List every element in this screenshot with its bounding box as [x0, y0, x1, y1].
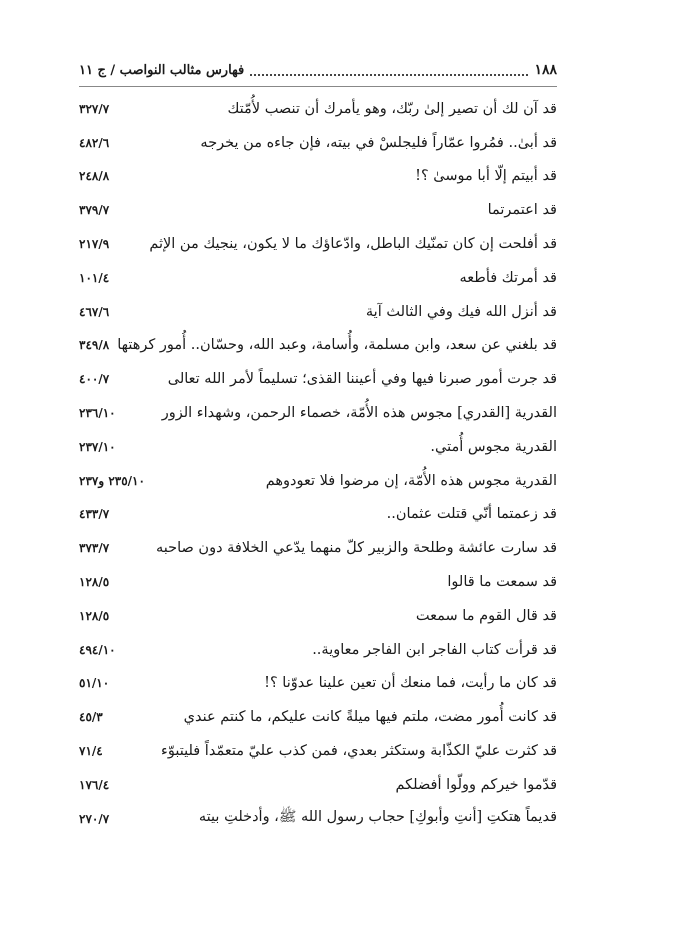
entry-text: قد بلغني عن سعد، وابن مسلمة، وأُسامة، وعبد الله، وحسّان.. أُمور كرهتها	[117, 337, 557, 354]
entry-text: قد زعمتما أنّي قتلت عثمان..	[386, 506, 557, 523]
entry-reference: ٤٥/٣	[79, 710, 103, 725]
entry-text: قد سمعت ما قالوا	[447, 574, 557, 591]
index-entry	[79, 531, 557, 565]
entry-reference: ١٧٦/٤	[79, 777, 110, 792]
entry-text: القدرية [القدري] مجوس هذه الأُمّة، خصماء الرحمن، وشهداء الزور	[161, 405, 557, 422]
entry-reference: ٢٣٧/١٠	[79, 439, 116, 454]
index-entry	[79, 802, 557, 836]
index-entry	[79, 92, 557, 126]
entry-reference: ٣٢٧/٧	[79, 101, 110, 116]
index-entry	[79, 565, 557, 599]
index-entry	[79, 430, 557, 464]
index-entry	[79, 261, 557, 295]
dotted-leader	[250, 64, 528, 76]
entry-reference: ٢٧٠/٧	[79, 811, 110, 826]
entry-text: قد قرأت كتاب الفاجر ابن الفاجر معاوية..	[312, 641, 557, 658]
entry-text: قد آن لك أن تصير إلىٰ ربّك، وهو يأمرك أن تنصب لأُمّتك	[227, 100, 557, 117]
entry-text: قد أمرتك فأطعه	[459, 269, 557, 286]
index-entry	[79, 498, 557, 532]
entry-reference: ٣٧٩/٧	[79, 203, 110, 218]
entry-reference: ٤٣٣/٧	[79, 507, 110, 522]
entry-text: قد أنزل الله فيك وفي الثالث آية	[365, 303, 557, 320]
index-entry	[79, 734, 557, 768]
header-rule	[79, 86, 557, 87]
index-entry	[79, 126, 557, 160]
entry-reference: ١٠١/٤	[79, 270, 110, 285]
entry-text: قد سارت عائشة وطلحة والزبير كلّ منهما يدّعي الخلافة دون صاحبه	[155, 540, 557, 557]
entry-text: قد كانت أُمور مضت، ملتم فيها ميلةً كانت عليكم، ما كنتم عندي	[183, 709, 557, 726]
index-entry	[79, 768, 557, 802]
index-entry	[79, 633, 557, 667]
index-entry	[79, 227, 557, 261]
index-entry	[79, 193, 557, 227]
entry-reference: ٤٩٤/١٠	[79, 642, 116, 657]
entry-text: القدرية مجوس هذه الأُمّة، إن مرضوا فلا تعودوهم	[265, 472, 557, 489]
entry-text: قدّموا خيركم وولّوا أفضلكم	[395, 776, 557, 793]
entry-reference: ٣٧٣/٧	[79, 541, 110, 556]
entry-text: قد أفلحت إن كان تمنّيك الباطل، وادّعاؤك ما لا يكون، ينجيك من الإثم	[149, 236, 557, 253]
entry-reference: ٤٠٠/٧	[79, 372, 110, 387]
entry-text: القدرية مجوس أُمتي.	[430, 438, 557, 455]
entry-text: قديماً هتكتِ [أنتِ وأبوكِ] حجاب رسول الله ﷺ، وأدخلتِ بيته	[198, 809, 557, 826]
entry-text: قد أبىٰ.. فمُروا عمّاراً فليجلسْ في بيته، فإن جاءه من يخرجه	[200, 134, 557, 151]
page-number: ١٨٨	[534, 62, 557, 78]
entry-reference: ٥١/١٠	[79, 676, 110, 691]
entry-reference: ٤٨٢/٦	[79, 135, 110, 150]
index-entry	[79, 667, 557, 701]
entry-reference: ٤٦٧/٦	[79, 304, 110, 319]
entry-text: قد قال القوم ما سمعت	[415, 607, 557, 624]
index-entry	[79, 362, 557, 396]
entry-reference: ١٢٨/٥	[79, 575, 110, 590]
index-entries	[79, 92, 557, 836]
entry-reference: ٢٣٥/١٠ و٢٣٧	[79, 473, 145, 488]
running-header	[79, 58, 557, 82]
entry-reference: ٢١٧/٩	[79, 237, 110, 252]
index-entry	[79, 396, 557, 430]
running-title: فهارس مثالب النواصب / ج ١١	[79, 62, 245, 78]
entry-reference: ١٢٨/٥	[79, 608, 110, 623]
index-entry	[79, 599, 557, 633]
index-entry	[79, 700, 557, 734]
entry-reference: ٧١/٤	[79, 744, 103, 759]
entry-text: قد اعتمرتما	[487, 202, 557, 219]
index-entry	[79, 464, 557, 498]
index-entry	[79, 329, 557, 363]
entry-text: قد كان ما رأيت، فما منعك أن تعين علينا عدوّنا ؟!	[264, 675, 557, 692]
entry-reference: ٢٤٨/٨	[79, 169, 110, 184]
entry-text: قد كثرت عليّ الكذّابة وستكثر بعدي، فمن كذب عليّ متعمّداً فليتبوّء	[161, 743, 557, 760]
index-entry	[79, 160, 557, 194]
index-entry	[79, 295, 557, 329]
entry-reference: ٢٣٦/١٠	[79, 406, 116, 421]
entry-text: قد جرت أمور صبرنا فيها وفي أعيننا القذى؛ تسليماً لأمر الله تعالى	[167, 371, 557, 388]
entry-text: قد أبيتم إلّا أبا موسىٰ ؟!	[415, 168, 557, 185]
entry-reference: ٣٤٩/٨	[79, 338, 110, 353]
